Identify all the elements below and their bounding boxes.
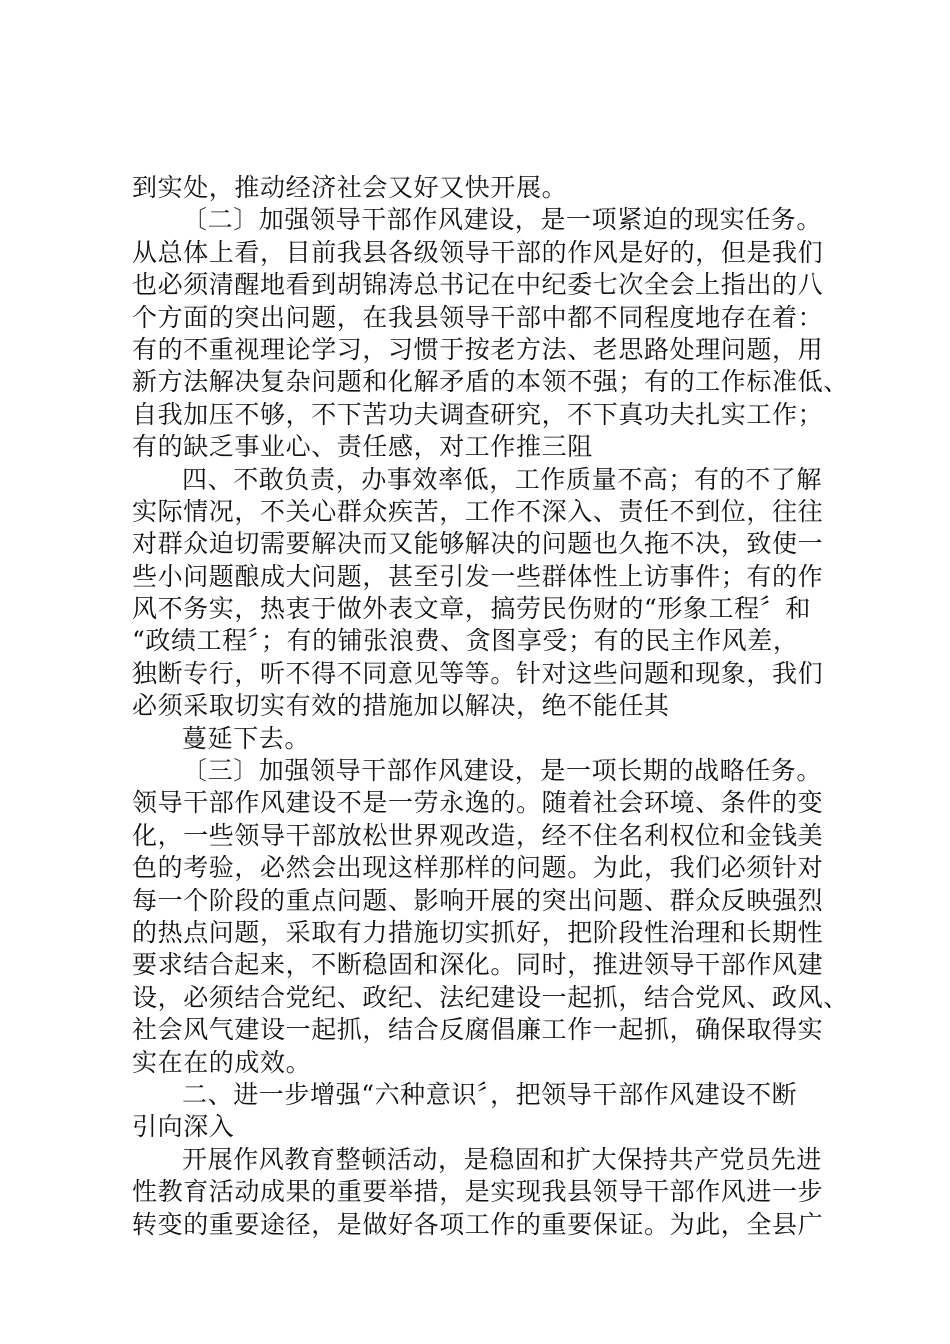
text-line: 引向深入 [132,1112,235,1142]
text-line: 社会风气建设一起抓，结合反腐倡廉工作一起抓，确保取得实 [132,1015,824,1045]
text-line: 蔓延下去。 [182,723,311,753]
text-line: 到实处，推动经济社会又好又快开展。 [132,173,568,202]
text-line: 设，必须结合党纪、政纪、法纪建设一起抓，结合党风、政风、 [132,982,849,1012]
text-line: 对群众迫切需要解决而又能够解决的问题也久拖不决，致使一 [132,529,824,559]
text-line: 四、不敢负责，办事效率低，工作质量不高；有的不了解 [182,464,823,494]
text-line: 独断专行，听不得不同意见等等。针对这些问题和现象，我们 [132,658,824,688]
text-line: 的热点问题，采取有力措施切实抓好，把阶段性治理和长期性 [132,917,824,947]
text-line: 必须采取切实有效的措施加以解决，绝不能任其 [132,691,670,721]
text-line: 开展作风教育整顿活动，是稳固和扩大保持共产党员先进 [182,1144,823,1174]
text-line: 些小问题酿成大问题，甚至引发一些群体性上访事件；有的作 [132,561,824,591]
text-line: 也必须清醒地看到胡锦涛总书记在中纪委七次全会上指出的八 [132,270,824,300]
text-line: 要求结合起来，不断稳固和深化。同时，推进领导干部作风建 [132,950,824,980]
text-line: 二、进一步增强“六种意识〞，把领导干部作风建设不断 [182,1079,798,1109]
text-line: 从总体上看，目前我县各级领导干部的作风是好的，但是我们 [132,237,824,267]
text-line: 风不务实，热衷于做外表文章，搞劳民伤财的“形象工程〞和 [132,594,811,624]
text-line: 每一个阶段的重点问题、影响开展的突出问题、群众反映强烈 [132,885,824,915]
text-line: 新方法解决复杂问题和化解矛盾的本领不强；有的工作标准低、 [132,367,849,397]
text-line: 〔二〕加强领导干部作风建设，是一项紧迫的现实任务。 [182,205,823,235]
text-line: “政绩工程〞；有的铺张浪费、贪图享受；有的民主作风差， [132,626,799,656]
document-body-text [132,172,849,1241]
text-line: 领导干部作风建设不是一劳永逸的。随着社会环境、条件的变 [132,788,824,818]
text-line: 自我加压不够，不下苦功夫调查研究，不下真功夫扎实工作； [132,399,824,429]
text-line: 转变的重要途径，是做好各项工作的重要保证。为此，全县广 [132,1209,824,1239]
text-line: 色的考验，必然会出现这样那样的问题。为此，我们必须针对 [132,853,824,883]
text-line: 化，一些领导干部放松世界观改造，经不住名利权位和金钱美 [132,820,824,850]
text-line: 有的缺乏事业心、责任感，对工作推三阻 [132,432,593,462]
text-line: 性教育活动成果的重要举措，是实现我县领导干部作风进一步 [132,1177,824,1207]
text-line: 实在在的成效。 [132,1047,312,1077]
text-line: 〔三〕加强领导干部作风建设，是一项长期的战略任务。 [182,756,823,786]
text-line: 个方面的突出问题，在我县领导干部中都不同程度地存在着： [132,302,824,332]
text-line: 有的不重视理论学习，习惯于按老方法、老思路处理问题，用 [132,334,824,364]
text-line: 实际情况，不关心群众疾苦，工作不深入、责任不到位，往往 [132,496,824,526]
